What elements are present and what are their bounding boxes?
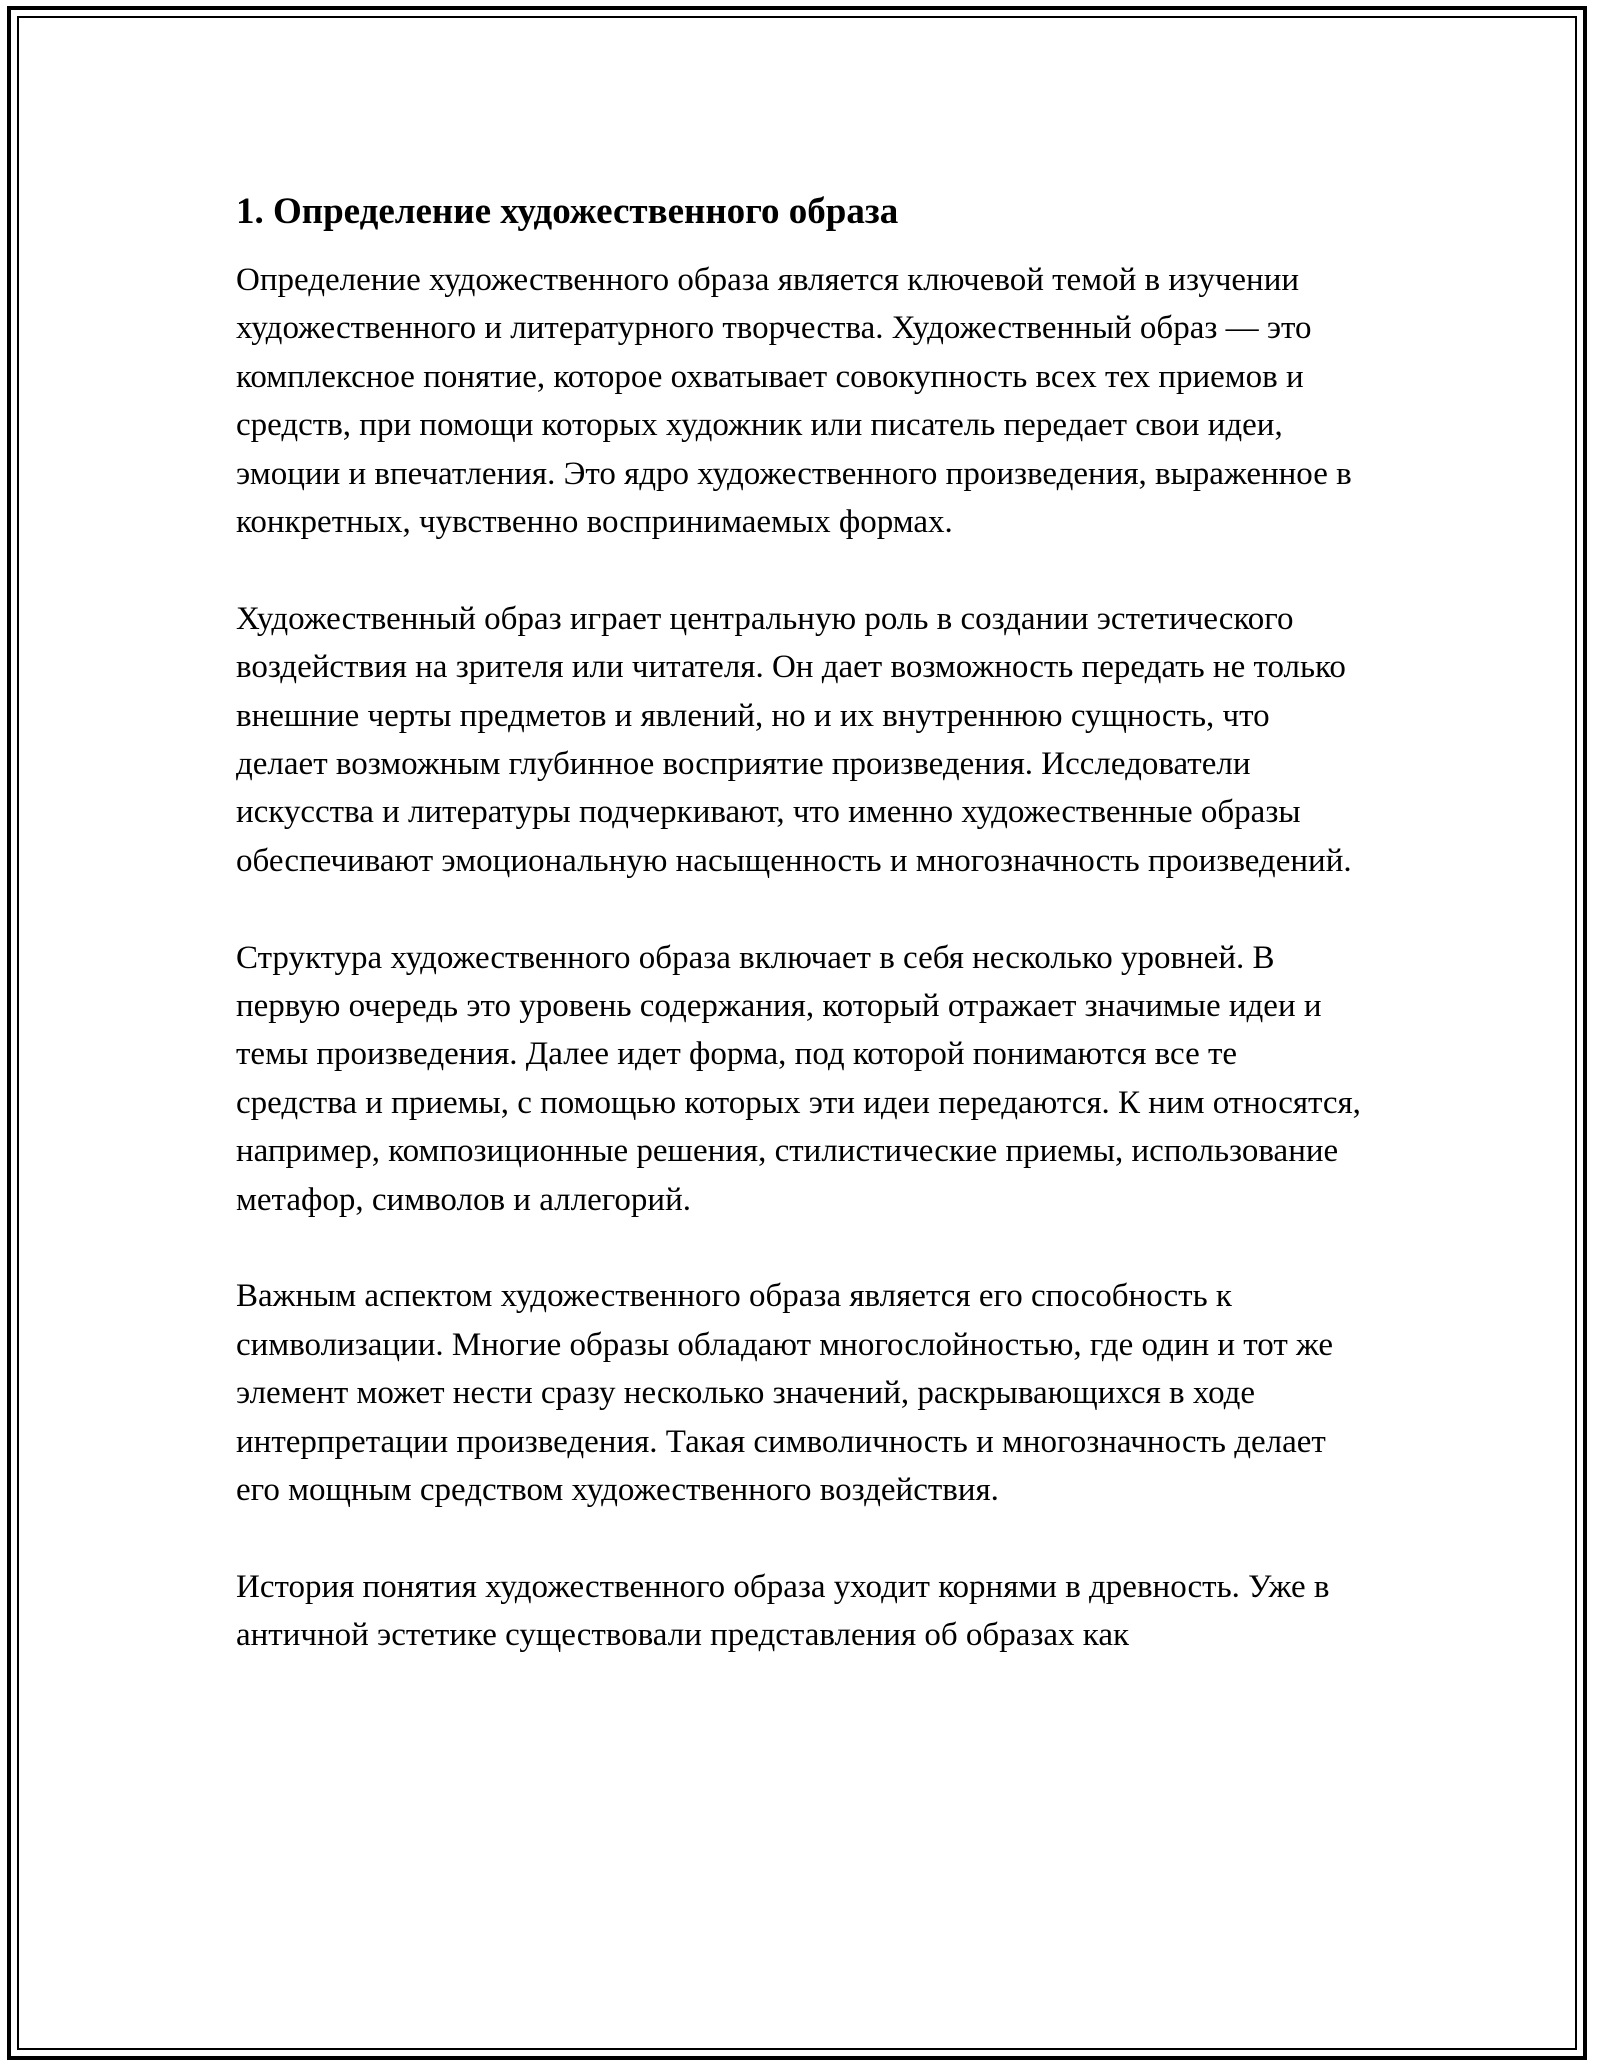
paragraph-structure: Структура художественного образа включает в себя несколько уровней. В первую очередь это уровень содержания, который отражает значимые идеи и темы произведения. Далее идет форма, под которой понимаются все те средства и приемы, с помощью которых эти идеи передаются. К ним относятся, например, композиционные решения, стилистические приемы, использование метафор, символов и аллегорий.	[236, 939, 1361, 1218]
paragraph-central-role: Художественный образ играет центральную роль в создании эстетического воздействия на зрителя или читателя. Он дает возможность передать не только внешние черты предметов и явлений, но и их внутреннюю сущность, что делает возможным глубинное восприятие произведения. Исследователи искусства и литературы подчеркивают, что именно художественные образы обеспечивают эмоциональную насыщенность и многозначность произведений.	[236, 600, 1352, 879]
section-heading: 1. Определение художественного образа	[236, 191, 899, 232]
paragraph-definition: Определение художественного образа является ключевой темой в изучении художественного и литературного творчества. Художественный образ — это комплексное понятие, которое охватывает совокупность всех тех приемов и средств, при помощи которых художник или писатель передает свои идеи, эмоции и впечатления. Это ядро художественного произведения, выраженное в конкретных, чувственно воспринимаемых формах.	[236, 262, 1352, 541]
document-body	[236, 188, 1366, 1708]
paragraph-symbolization: Важным аспектом художественного образа является его способность к символизации. Многие образы обладают многослойностью, где один и тот же элемент может нести сразу несколько значений, раскрывающихся в ходе интерпретации произведения. Такая символичность и многозначность делает его мощным средством художественного воздействия.	[236, 1278, 1334, 1509]
paragraph-history: История понятия художественного образа уходит корнями в древность. Уже в античной эстетике существовали представления об образах как	[236, 1568, 1330, 1654]
